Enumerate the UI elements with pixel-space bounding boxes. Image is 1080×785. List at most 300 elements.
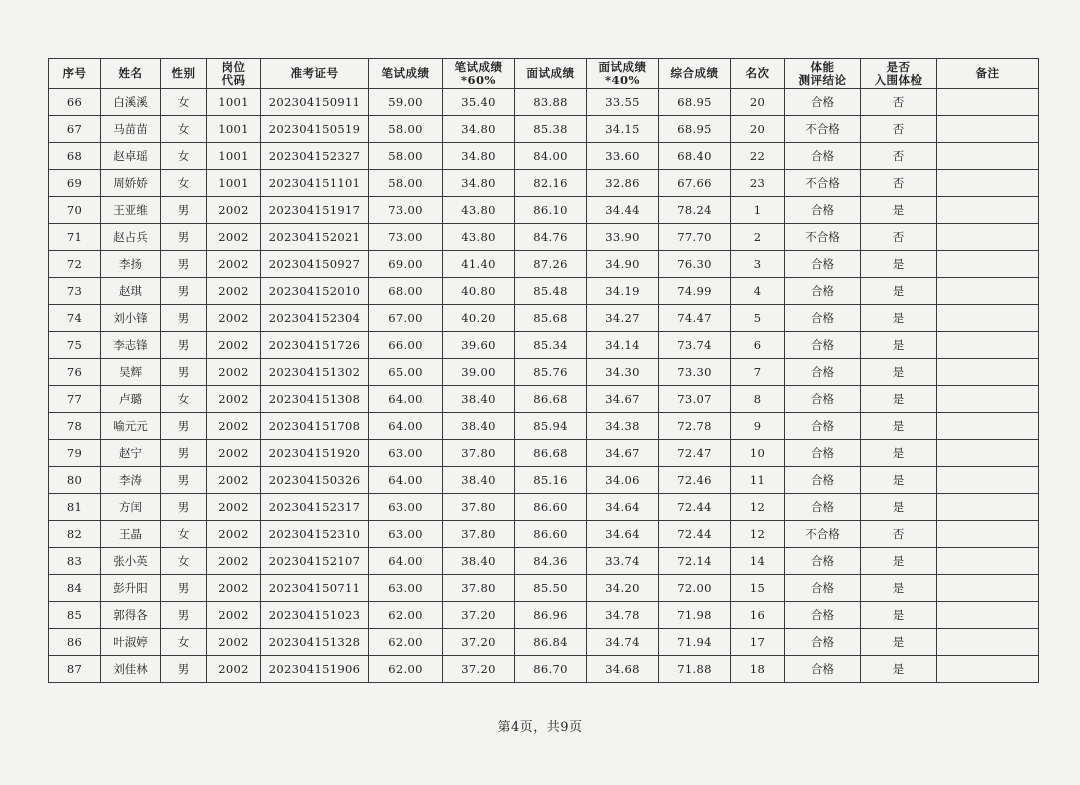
cell-interview: 85.48: [515, 278, 587, 305]
header-interview: 面试成绩: [515, 59, 587, 89]
header-fitness: [785, 59, 861, 89]
cell-rank: 15: [731, 575, 785, 602]
cell-total: 68.95: [659, 89, 731, 116]
header-row: [49, 59, 1039, 89]
cell-name: 吴辉: [101, 359, 161, 386]
cell-post-code: 1001: [207, 89, 261, 116]
cell-exam: 是: [861, 413, 937, 440]
cell-rank: 12: [731, 521, 785, 548]
cell-seq: 84: [49, 575, 101, 602]
cell-interview-weighted: 34.19: [587, 278, 659, 305]
cell-rank: 1: [731, 197, 785, 224]
cell-exam: 是: [861, 305, 937, 332]
cell-ticket: 202304152107: [261, 548, 369, 575]
cell-interview-weighted: 34.15: [587, 116, 659, 143]
cell-total: 71.98: [659, 602, 731, 629]
cell-interview: 86.60: [515, 521, 587, 548]
cell-written: 64.00: [369, 386, 443, 413]
cell-interview-weighted: 34.74: [587, 629, 659, 656]
table-row: [49, 494, 1039, 521]
cell-ticket: 202304150927: [261, 251, 369, 278]
cell-ticket: 202304151917: [261, 197, 369, 224]
header-written: 笔试成绩: [369, 59, 443, 89]
cell-ticket: 202304152304: [261, 305, 369, 332]
cell-interview: 86.84: [515, 629, 587, 656]
cell-seq: 74: [49, 305, 101, 332]
cell-post-code: 2002: [207, 359, 261, 386]
cell-seq: 77: [49, 386, 101, 413]
cell-written-weighted: 37.80: [443, 494, 515, 521]
table-row: [49, 251, 1039, 278]
cell-written: 63.00: [369, 521, 443, 548]
cell-written: 59.00: [369, 89, 443, 116]
cell-interview-weighted: 34.06: [587, 467, 659, 494]
cell-remarks: [937, 521, 1039, 548]
cell-fitness: 合格: [785, 305, 861, 332]
cell-post-code: 2002: [207, 278, 261, 305]
cell-written-weighted: 34.80: [443, 143, 515, 170]
cell-remarks: [937, 251, 1039, 278]
cell-interview: 84.76: [515, 224, 587, 251]
table-row: [49, 170, 1039, 197]
cell-name: 方闰: [101, 494, 161, 521]
cell-fitness: 合格: [785, 602, 861, 629]
cell-written: 64.00: [369, 548, 443, 575]
cell-written-weighted: 37.80: [443, 440, 515, 467]
cell-ticket: 202304151302: [261, 359, 369, 386]
header-interview-weighted-line2: *40%: [605, 72, 640, 87]
cell-ticket: 202304151023: [261, 602, 369, 629]
header-written-weighted: [443, 59, 515, 89]
table-row: [49, 602, 1039, 629]
table-row: [49, 305, 1039, 332]
cell-rank: 20: [731, 89, 785, 116]
cell-gender: 男: [161, 602, 207, 629]
header-name: 姓名: [101, 59, 161, 89]
cell-name: 马苗苗: [101, 116, 161, 143]
cell-interview: 85.94: [515, 413, 587, 440]
score-table-body: [49, 89, 1039, 683]
table-row: [49, 629, 1039, 656]
cell-written-weighted: 41.40: [443, 251, 515, 278]
cell-written-weighted: 38.40: [443, 467, 515, 494]
cell-post-code: 2002: [207, 575, 261, 602]
cell-remarks: [937, 170, 1039, 197]
cell-written-weighted: 37.80: [443, 575, 515, 602]
cell-exam: 是: [861, 602, 937, 629]
cell-remarks: [937, 575, 1039, 602]
header-seq: 序号: [49, 59, 101, 89]
cell-rank: 4: [731, 278, 785, 305]
cell-post-code: 2002: [207, 467, 261, 494]
cell-exam: 是: [861, 629, 937, 656]
header-remarks: 备注: [937, 59, 1039, 89]
cell-rank: 2: [731, 224, 785, 251]
cell-name: 张小英: [101, 548, 161, 575]
cell-remarks: [937, 602, 1039, 629]
cell-gender: 女: [161, 170, 207, 197]
cell-interview: 85.50: [515, 575, 587, 602]
cell-interview-weighted: 34.20: [587, 575, 659, 602]
header-fitness-line2: 测评结论: [798, 72, 847, 87]
header-written-weighted-line2: *60%: [461, 72, 496, 87]
cell-gender: 男: [161, 575, 207, 602]
cell-written-weighted: 43.80: [443, 224, 515, 251]
cell-interview: 86.60: [515, 494, 587, 521]
cell-interview-weighted: 34.67: [587, 440, 659, 467]
cell-total: 71.94: [659, 629, 731, 656]
cell-fitness: 合格: [785, 251, 861, 278]
cell-total: 72.47: [659, 440, 731, 467]
header-post-code: [207, 59, 261, 89]
cell-written-weighted: 37.20: [443, 602, 515, 629]
cell-name: 赵占兵: [101, 224, 161, 251]
cell-ticket: 202304151308: [261, 386, 369, 413]
cell-remarks: [937, 629, 1039, 656]
cell-interview-weighted: 33.55: [587, 89, 659, 116]
cell-total: 77.70: [659, 224, 731, 251]
cell-rank: 9: [731, 413, 785, 440]
cell-remarks: [937, 143, 1039, 170]
cell-remarks: [937, 89, 1039, 116]
table-row: [49, 197, 1039, 224]
cell-remarks: [937, 116, 1039, 143]
cell-remarks: [937, 359, 1039, 386]
cell-post-code: 2002: [207, 440, 261, 467]
cell-ticket: 202304151328: [261, 629, 369, 656]
header-ticket: 准考证号: [261, 59, 369, 89]
cell-total: 72.00: [659, 575, 731, 602]
cell-name: 刘佳林: [101, 656, 161, 683]
cell-remarks: [937, 197, 1039, 224]
cell-fitness: 合格: [785, 548, 861, 575]
cell-fitness: 不合格: [785, 224, 861, 251]
cell-rank: 10: [731, 440, 785, 467]
cell-gender: 男: [161, 197, 207, 224]
cell-total: 74.47: [659, 305, 731, 332]
cell-gender: 女: [161, 143, 207, 170]
table-row: [49, 143, 1039, 170]
cell-ticket: 202304150519: [261, 116, 369, 143]
cell-interview: 82.16: [515, 170, 587, 197]
cell-rank: 22: [731, 143, 785, 170]
cell-exam: 否: [861, 89, 937, 116]
cell-ticket: 202304151920: [261, 440, 369, 467]
cell-name: 李涛: [101, 467, 161, 494]
cell-name: 赵琪: [101, 278, 161, 305]
cell-interview: 85.68: [515, 305, 587, 332]
cell-interview: 87.26: [515, 251, 587, 278]
cell-remarks: [937, 332, 1039, 359]
cell-gender: 女: [161, 548, 207, 575]
cell-interview: 85.38: [515, 116, 587, 143]
cell-gender: 男: [161, 278, 207, 305]
cell-name: 赵宁: [101, 440, 161, 467]
cell-gender: 男: [161, 332, 207, 359]
cell-ticket: 202304152310: [261, 521, 369, 548]
cell-ticket: 202304152327: [261, 143, 369, 170]
cell-post-code: 2002: [207, 656, 261, 683]
cell-seq: 76: [49, 359, 101, 386]
cell-written: 68.00: [369, 278, 443, 305]
cell-seq: 69: [49, 170, 101, 197]
cell-exam: 是: [861, 656, 937, 683]
cell-exam: 是: [861, 386, 937, 413]
cell-written-weighted: 40.80: [443, 278, 515, 305]
cell-written: 63.00: [369, 575, 443, 602]
cell-name: 李志锋: [101, 332, 161, 359]
cell-written-weighted: 38.40: [443, 413, 515, 440]
cell-total: 72.44: [659, 521, 731, 548]
cell-interview: 86.68: [515, 440, 587, 467]
table-row: [49, 521, 1039, 548]
page-number: 第4页，共9页: [497, 720, 583, 735]
cell-seq: 68: [49, 143, 101, 170]
cell-post-code: 2002: [207, 521, 261, 548]
cell-remarks: [937, 656, 1039, 683]
cell-post-code: 1001: [207, 116, 261, 143]
cell-interview-weighted: 34.14: [587, 332, 659, 359]
cell-exam: 否: [861, 521, 937, 548]
cell-seq: 75: [49, 332, 101, 359]
cell-post-code: 2002: [207, 386, 261, 413]
cell-interview: 85.34: [515, 332, 587, 359]
cell-total: 68.95: [659, 116, 731, 143]
cell-total: 73.07: [659, 386, 731, 413]
cell-rank: 3: [731, 251, 785, 278]
cell-interview: 86.70: [515, 656, 587, 683]
cell-seq: 80: [49, 467, 101, 494]
table-row: [49, 116, 1039, 143]
header-exam-line2: 入围体检: [874, 72, 923, 87]
table-row: [49, 413, 1039, 440]
cell-interview-weighted: 34.44: [587, 197, 659, 224]
cell-post-code: 1001: [207, 170, 261, 197]
cell-total: 72.44: [659, 494, 731, 521]
table-row: [49, 89, 1039, 116]
cell-rank: 17: [731, 629, 785, 656]
cell-remarks: [937, 440, 1039, 467]
cell-written-weighted: 39.00: [443, 359, 515, 386]
cell-gender: 男: [161, 467, 207, 494]
cell-fitness: 合格: [785, 494, 861, 521]
cell-fitness: 合格: [785, 413, 861, 440]
cell-seq: 78: [49, 413, 101, 440]
cell-interview: 85.16: [515, 467, 587, 494]
cell-seq: 87: [49, 656, 101, 683]
cell-written-weighted: 43.80: [443, 197, 515, 224]
cell-total: 71.88: [659, 656, 731, 683]
cell-rank: 14: [731, 548, 785, 575]
cell-post-code: 2002: [207, 251, 261, 278]
cell-written: 73.00: [369, 197, 443, 224]
cell-exam: 否: [861, 170, 937, 197]
header-total: 综合成绩: [659, 59, 731, 89]
cell-gender: 男: [161, 494, 207, 521]
cell-written: 62.00: [369, 629, 443, 656]
cell-exam: 是: [861, 251, 937, 278]
cell-ticket: 202304151708: [261, 413, 369, 440]
cell-exam: 否: [861, 116, 937, 143]
cell-ticket: 202304151101: [261, 170, 369, 197]
cell-seq: 67: [49, 116, 101, 143]
cell-seq: 81: [49, 494, 101, 521]
cell-total: 76.30: [659, 251, 731, 278]
cell-gender: 男: [161, 251, 207, 278]
cell-remarks: [937, 413, 1039, 440]
cell-remarks: [937, 386, 1039, 413]
table-row: [49, 386, 1039, 413]
cell-fitness: 合格: [785, 656, 861, 683]
cell-interview-weighted: 34.67: [587, 386, 659, 413]
cell-gender: 女: [161, 89, 207, 116]
cell-post-code: 2002: [207, 629, 261, 656]
cell-gender: 男: [161, 224, 207, 251]
table-row: [49, 575, 1039, 602]
cell-gender: 男: [161, 656, 207, 683]
cell-remarks: [937, 305, 1039, 332]
cell-ticket: 202304152010: [261, 278, 369, 305]
cell-name: 李扬: [101, 251, 161, 278]
cell-rank: 5: [731, 305, 785, 332]
table-row: [49, 332, 1039, 359]
cell-interview-weighted: 34.78: [587, 602, 659, 629]
cell-gender: 男: [161, 305, 207, 332]
cell-post-code: 2002: [207, 224, 261, 251]
cell-gender: 女: [161, 116, 207, 143]
cell-post-code: 2002: [207, 197, 261, 224]
cell-fitness: 合格: [785, 359, 861, 386]
cell-seq: 83: [49, 548, 101, 575]
header-fitness-line1: 体能: [810, 59, 835, 74]
header-written-weighted-line1: 笔试成绩: [454, 59, 503, 74]
cell-total: 73.30: [659, 359, 731, 386]
cell-total: 68.40: [659, 143, 731, 170]
cell-fitness: 合格: [785, 143, 861, 170]
cell-name: 郭得各: [101, 602, 161, 629]
cell-written: 58.00: [369, 143, 443, 170]
cell-name: 卢璐: [101, 386, 161, 413]
cell-written-weighted: 38.40: [443, 548, 515, 575]
cell-interview-weighted: 32.86: [587, 170, 659, 197]
cell-name: 喻元元: [101, 413, 161, 440]
cell-written: 58.00: [369, 170, 443, 197]
cell-post-code: 1001: [207, 143, 261, 170]
cell-name: 王亚维: [101, 197, 161, 224]
cell-interview-weighted: 34.68: [587, 656, 659, 683]
cell-ticket: 202304152317: [261, 494, 369, 521]
cell-total: 72.46: [659, 467, 731, 494]
cell-fitness: 合格: [785, 332, 861, 359]
cell-ticket: 202304151906: [261, 656, 369, 683]
cell-written: 63.00: [369, 494, 443, 521]
cell-name: 王晶: [101, 521, 161, 548]
cell-exam: 是: [861, 575, 937, 602]
cell-post-code: 2002: [207, 548, 261, 575]
cell-seq: 71: [49, 224, 101, 251]
cell-seq: 72: [49, 251, 101, 278]
header-rank: 名次: [731, 59, 785, 89]
cell-remarks: [937, 278, 1039, 305]
cell-remarks: [937, 548, 1039, 575]
header-exam: [861, 59, 937, 89]
cell-interview-weighted: 34.38: [587, 413, 659, 440]
cell-written-weighted: 40.20: [443, 305, 515, 332]
cell-interview: 86.96: [515, 602, 587, 629]
cell-exam: 否: [861, 224, 937, 251]
table-row: [49, 359, 1039, 386]
cell-seq: 70: [49, 197, 101, 224]
cell-gender: 女: [161, 386, 207, 413]
cell-seq: 85: [49, 602, 101, 629]
cell-ticket: 202304152021: [261, 224, 369, 251]
cell-rank: 11: [731, 467, 785, 494]
header-interview-weighted-line1: 面试成绩: [598, 59, 647, 74]
score-table: [48, 58, 1039, 683]
cell-interview: 84.00: [515, 143, 587, 170]
cell-name: 赵卓瑶: [101, 143, 161, 170]
cell-written-weighted: 37.80: [443, 521, 515, 548]
cell-gender: 女: [161, 521, 207, 548]
cell-seq: 86: [49, 629, 101, 656]
cell-total: 73.74: [659, 332, 731, 359]
cell-interview-weighted: 33.90: [587, 224, 659, 251]
cell-interview-weighted: 34.30: [587, 359, 659, 386]
header-interview-weighted: [587, 59, 659, 89]
cell-written-weighted: 34.80: [443, 170, 515, 197]
cell-rank: 8: [731, 386, 785, 413]
table-row: [49, 440, 1039, 467]
cell-exam: 是: [861, 332, 937, 359]
cell-name: 白溪溪: [101, 89, 161, 116]
cell-rank: 7: [731, 359, 785, 386]
cell-fitness: 不合格: [785, 116, 861, 143]
cell-interview-weighted: 34.90: [587, 251, 659, 278]
cell-interview-weighted: 34.64: [587, 521, 659, 548]
cell-written-weighted: 37.20: [443, 656, 515, 683]
cell-exam: 是: [861, 278, 937, 305]
cell-remarks: [937, 224, 1039, 251]
cell-name: 叶淑婷: [101, 629, 161, 656]
cell-written: 64.00: [369, 467, 443, 494]
cell-exam: 否: [861, 143, 937, 170]
cell-ticket: 202304151726: [261, 332, 369, 359]
cell-fitness: 不合格: [785, 521, 861, 548]
table-row: [49, 548, 1039, 575]
cell-exam: 是: [861, 548, 937, 575]
cell-name: 周娇娇: [101, 170, 161, 197]
cell-written: 64.00: [369, 413, 443, 440]
cell-rank: 6: [731, 332, 785, 359]
cell-remarks: [937, 494, 1039, 521]
cell-post-code: 2002: [207, 413, 261, 440]
cell-total: 72.78: [659, 413, 731, 440]
header-gender: 性别: [161, 59, 207, 89]
cell-written-weighted: 34.80: [443, 116, 515, 143]
cell-written: 66.00: [369, 332, 443, 359]
cell-name: 彭升阳: [101, 575, 161, 602]
cell-ticket: 202304150326: [261, 467, 369, 494]
cell-written: 63.00: [369, 440, 443, 467]
cell-gender: 女: [161, 629, 207, 656]
cell-written-weighted: 38.40: [443, 386, 515, 413]
cell-written: 62.00: [369, 602, 443, 629]
cell-gender: 男: [161, 359, 207, 386]
cell-fitness: 合格: [785, 629, 861, 656]
cell-seq: 73: [49, 278, 101, 305]
cell-exam: 是: [861, 197, 937, 224]
cell-post-code: 2002: [207, 494, 261, 521]
